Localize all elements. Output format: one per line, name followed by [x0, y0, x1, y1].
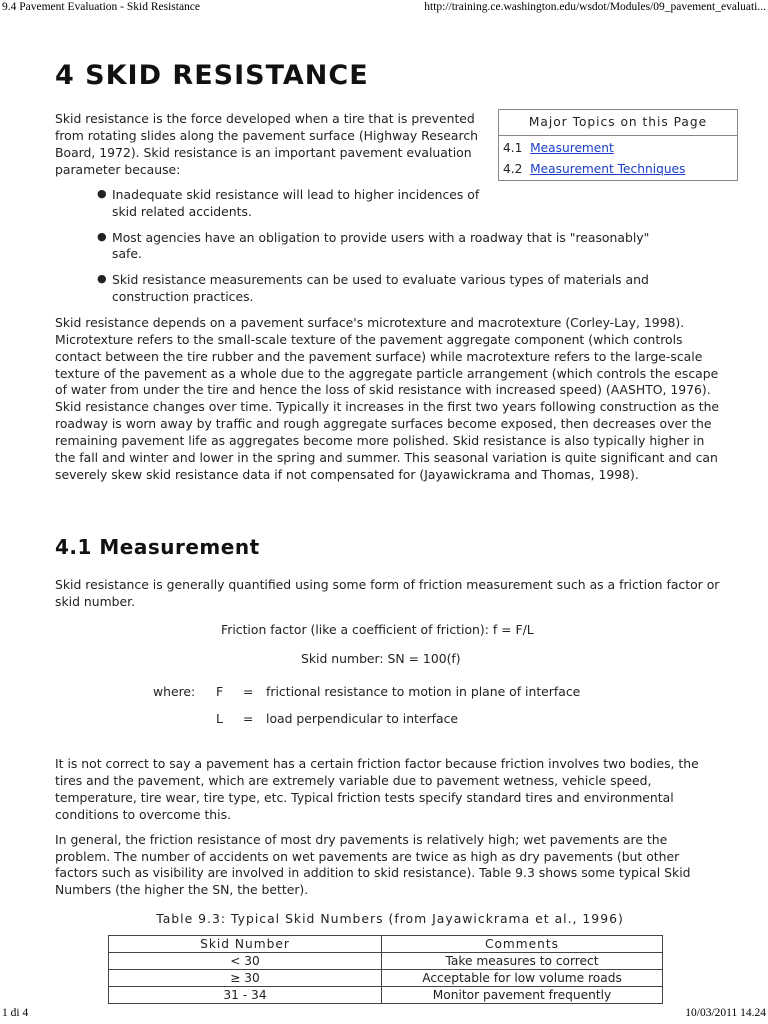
- table-cell: < 30: [109, 952, 382, 969]
- main-content: [55, 60, 725, 1004]
- table-cell: 31 - 34: [109, 986, 382, 1003]
- bullet-icon: ●: [97, 272, 107, 286]
- list-item: [97, 187, 672, 221]
- table-cell: ≥ 30: [109, 969, 382, 986]
- topic-link-measurement-techniques[interactable]: Measurement Techniques: [530, 161, 686, 176]
- list-item-text: Inadequate skid resistance will lead to higher incidences of skid related accidents.: [112, 186, 480, 219]
- definition-row: [55, 684, 725, 711]
- where-label: where:: [153, 684, 196, 700]
- list-item: [97, 230, 672, 264]
- topic-number: 4.2: [503, 161, 523, 176]
- friction-paragraph: It is not correct to say a pavement has a certain friction factor because friction involves two bodies, the tires and the pavement, which are extremely variable due to pavement wetness, vehicle speed, temperature, tire wear, tire type, etc. Typical friction tests specify standard tires and environmental conditions to overcome this.: [55, 756, 699, 822]
- table-row: [109, 986, 663, 1003]
- texture-paragraph: Skid resistance depends on a pavement surface's microtexture and macrotexture (Corley-Lay, 1998). Microtexture refers to the small-scale texture of the pavement aggregate component (which controls contact between the tire rubber and the pavement surface) while macrotexture refers to the large-scale texture of the pavement as a whole due to the aggregate particle arrangement (which controls the escape of water from under the tire and hence the loss of skid resistance with increased speed) (AASHTO, 1976). Skid resistance changes over time. Typically it increases in the first two years following construction as the roadway is worn away by traffic and rough aggregate surfaces become exposed, then decreases over the remaining pavement life as aggregates become more polished. Skid resistance is also typically higher in the fall and winter and lower in the spring and summer. This seasonal variation is quite significant and can severely skew skid resistance data if not compensated for (Jayawickrama and Thomas, 1998).: [55, 314, 720, 482]
- definition-symbol: F: [216, 684, 224, 700]
- table-header-row: [109, 935, 663, 952]
- bullet-icon: ●: [97, 186, 107, 200]
- variable-definitions: [55, 684, 725, 738]
- print-datetime: 10/03/2011 14.24: [685, 1007, 766, 1020]
- column-header-skid-number: Skid Number: [109, 935, 382, 952]
- table-cell: Monitor pavement frequently: [382, 986, 663, 1003]
- topic-item-measurement-techniques: [499, 157, 737, 181]
- definition-equals: =: [243, 711, 254, 727]
- major-topics-heading: Major Topics on this Page: [499, 110, 737, 136]
- table-row: [109, 952, 663, 969]
- page-url: http://training.ce.washington.edu/wsdot/Modules/09_pavement_evaluati...: [424, 1, 766, 13]
- topic-item-measurement: [499, 136, 737, 157]
- measurement-intro: Skid resistance is generally quantified using some form of friction measurement such as a friction factor or skid number.: [55, 576, 720, 609]
- definition-row: [55, 711, 725, 738]
- topic-link-measurement[interactable]: Measurement: [530, 140, 614, 155]
- table-row: [109, 969, 663, 986]
- table-cell: Take measures to correct: [382, 952, 663, 969]
- friction-factor-equation: Friction factor (like a coefficient of friction): f = F/L: [221, 622, 534, 638]
- list-item-text: Most agencies have an obligation to provide users with a roadway that is "reasonably" safe.: [112, 229, 650, 262]
- bullet-icon: ●: [97, 229, 107, 243]
- definition-symbol: L: [216, 711, 223, 727]
- column-header-comments: Comments: [382, 935, 663, 952]
- skid-number-table: [108, 935, 663, 1004]
- skid-number-equation: Skid number: SN = 100(f): [301, 651, 461, 667]
- page-count: 1 di 4: [2, 1007, 29, 1020]
- list-item-text: Skid resistance measurements can be used to evaluate various types of materials and construction practices.: [112, 272, 649, 305]
- bullet-list: [55, 187, 725, 306]
- page-title: 9.4 Pavement Evaluation - Skid Resistance: [2, 1, 201, 13]
- topic-number: 4.1: [503, 140, 523, 155]
- print-footer: [0, 1008, 768, 1024]
- print-header: [0, 0, 768, 14]
- table-cell: Acceptable for low volume roads: [382, 969, 663, 986]
- definition-text: frictional resistance to motion in plane of interface: [266, 684, 581, 700]
- major-topics-box: [498, 109, 738, 181]
- table-caption: Table 9.3: Typical Skid Numbers (from Jayawickrama et al., 1996): [156, 911, 624, 927]
- intro-paragraph: Skid resistance is the force developed when a tire that is prevented from rotating slides along the pavement surface (Highway Research Board, 1972). Skid resistance is an important pavement evaluation parameter because:: [55, 111, 478, 177]
- wet-pavement-paragraph: In general, the friction resistance of most dry pavements is relatively high; wet pavements are the problem. The number of accidents on wet pavements are twice as high as dry pavements (but other factors such as visibility are involved in addition to skid resistance). Table 9.3 shows some typical Skid Numbers (the higher the SN, the better).: [55, 831, 691, 898]
- section-heading-measurement: 4.1 Measurement: [55, 534, 260, 559]
- definition-text: load perpendicular to interface: [266, 711, 459, 727]
- list-item: [97, 272, 672, 306]
- definition-equals: =: [243, 684, 254, 700]
- page-heading: 4 SKID RESISTANCE: [55, 60, 369, 91]
